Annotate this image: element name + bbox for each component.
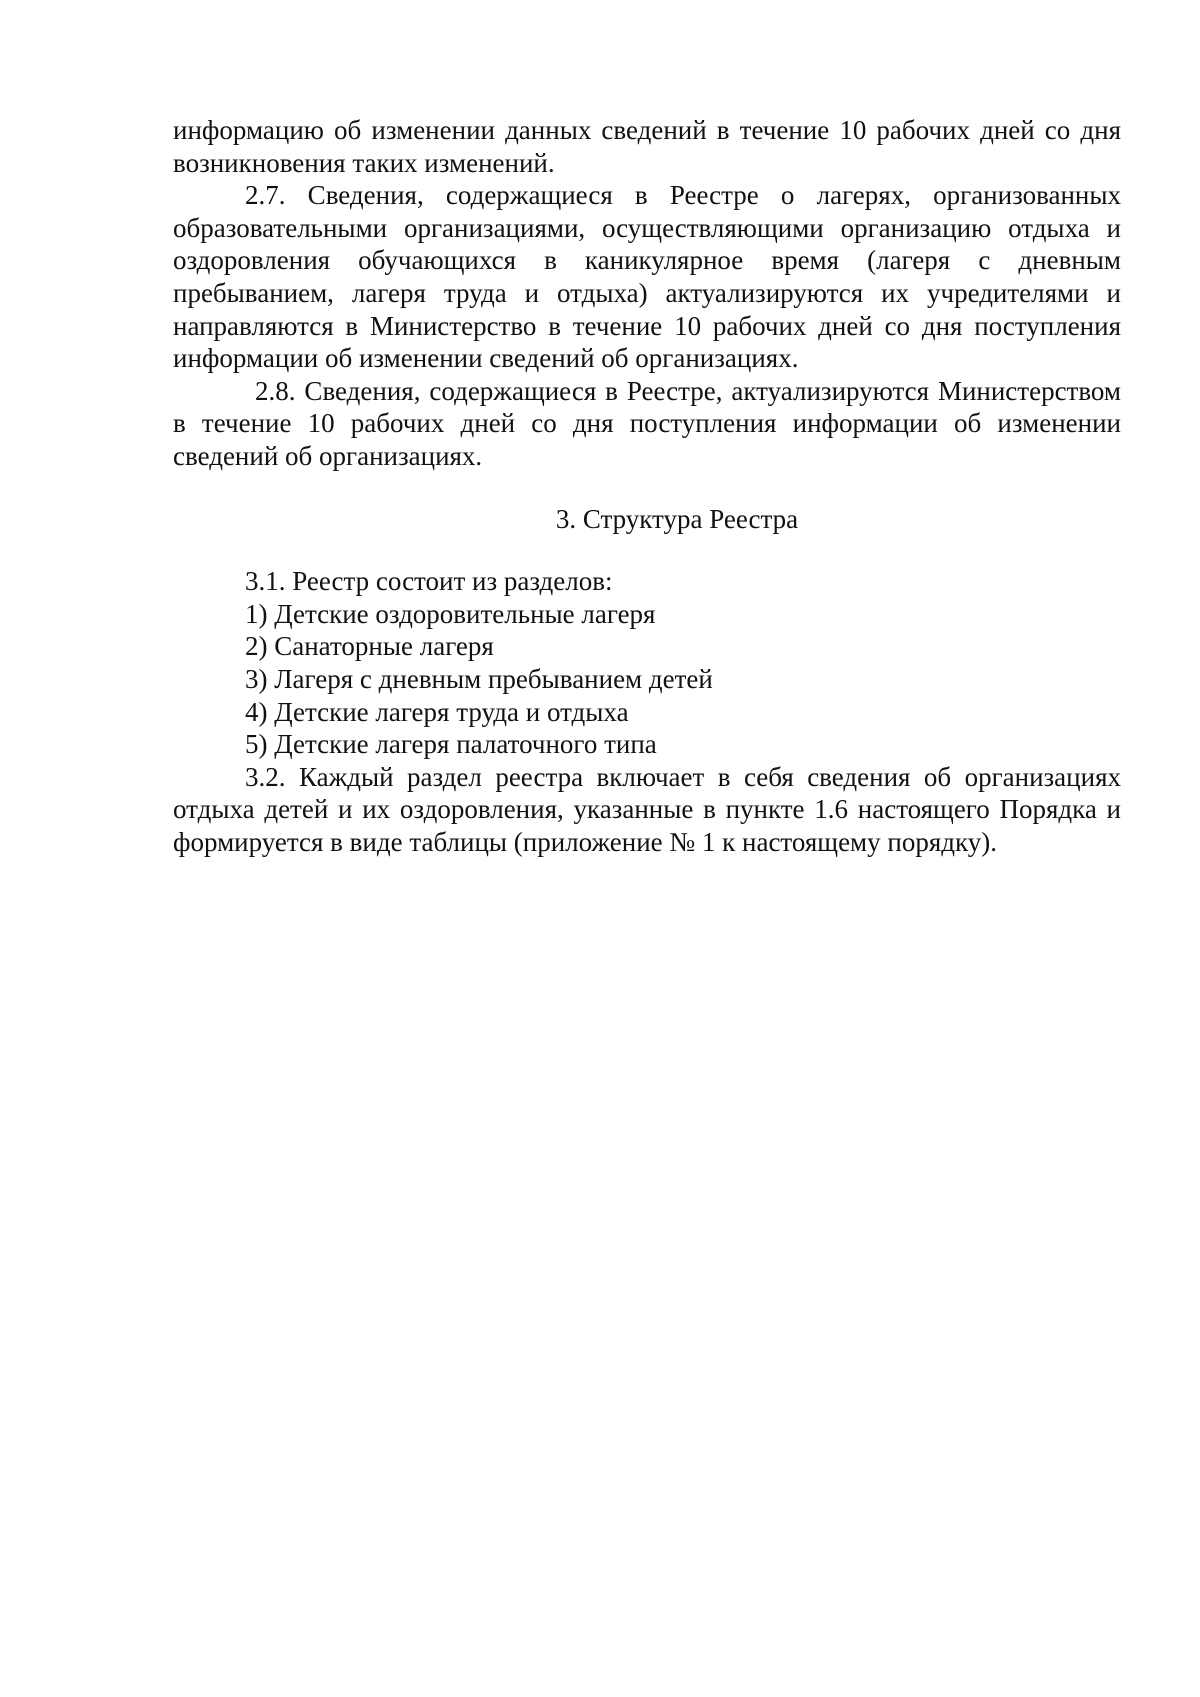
list-item-section-3: 3) Лагеря с дневным пребыванием детей bbox=[245, 663, 713, 694]
spacer bbox=[173, 473, 1121, 503]
spacer bbox=[173, 535, 1121, 565]
list-item-section-2: 2) Санаторные лагеря bbox=[245, 631, 494, 662]
list-item-section-5: 5) Детские лагеря палаточного типа bbox=[245, 729, 657, 760]
paragraph-2-8: 2.8. Сведения, содержащиеся в Реестре, актуализируются Министерством в течение 10 рабочих дней со дня поступления информации об изменении сведений об организациях. bbox=[173, 375, 1121, 471]
paragraph-3-1: 3.1. Реестр состоит из разделов: bbox=[245, 566, 613, 597]
paragraph-3-2: 3.2. Каждый раздел реестра включает в себя сведения об организациях отдыха детей и их оздоровления, указанные в пункте 1.6 настоящего Порядка и формируется в виде таблицы (приложение № 1 к настоящему порядку). bbox=[173, 761, 1121, 857]
paragraph-continuation: информацию об изменении данных сведений в течение 10 рабочих дней со дня возникновения таких изменений. bbox=[173, 115, 1121, 178]
paragraph-2-7: 2.7. Сведения, содержащиеся в Реестре о лагерях, организованных образовательными организациями, осуществляющими организацию отдыха и оздоровления обучающихся в каникулярное время (лагеря с дневным пребыванием, лагеря труда и отдыха) актуализируются их учредителями и направляются в Министерство в течение 10 рабочих дней со дня поступления информации об изменении сведений об организациях. bbox=[173, 180, 1121, 374]
document-body bbox=[173, 114, 1121, 858]
list-item-section-1: 1) Детские оздоровительные лагеря bbox=[245, 598, 656, 629]
list-item-section-4: 4) Детские лагеря труда и отдыха bbox=[245, 696, 629, 727]
section-3-heading: 3. Структура Реестра bbox=[555, 503, 799, 534]
